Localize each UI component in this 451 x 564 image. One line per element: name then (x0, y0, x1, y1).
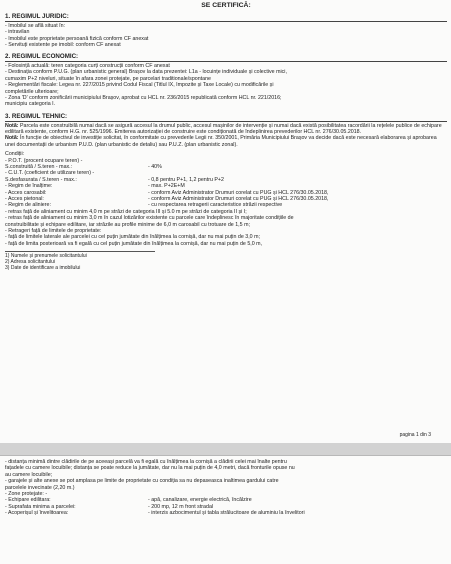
page-2-content (5, 459, 447, 517)
condition-value: - conform Aviz Administrator Drumuri corelat cu PUG și HCL 276/30.05.2018, (148, 189, 329, 196)
text-line: - Imobilul se află situat în: (5, 22, 66, 29)
note-paragraph (5, 135, 447, 148)
section-divider (5, 21, 447, 22)
text-line: cumaxim P+2 niveluri, situate în afara zonei protejate, pe parcelari traditionale/spontane (5, 75, 211, 82)
condition-label: - C.U.T. (coeficient de utilizare teren) - (5, 170, 95, 177)
note-label: Notă: (5, 135, 19, 142)
footnote: 2) Adresa solicitantului (5, 259, 56, 266)
section-3-heading: 3. REGIMUL TEHNIC: (5, 112, 68, 120)
footnote: 3) Date de identificare a imobilului (5, 265, 81, 272)
condition-label: - Suprafata minima a parcelei: (5, 503, 76, 510)
section-divider (5, 61, 447, 62)
conditions-label: Condiții: (5, 151, 25, 158)
text-line: - față de limitele laterale ale parcelei cu cel puțin jumătate din înălțimea la cornișă, dar nu mai puțin de 3,0 m; (5, 234, 260, 241)
text-line: - Imobilul este proprietate persoană fizică conform CF anexat (5, 35, 149, 42)
page-number: pagina 1 din 3 (399, 432, 431, 438)
text-line: - Zone protejate: - (5, 491, 48, 498)
condition-value: - max. P+2E+M (148, 183, 185, 190)
text-line: parcelele invecinate (2,20 m.) (5, 484, 75, 491)
section-1-heading: 1. REGIMUL JURIDIC: (5, 13, 69, 20)
note-text: În funcție de obiectivul de investiție solicitat, în conformitate cu prevederile Legii nr. 350/2001, Primăria Municipiului Brașov va decide dacă este necesară elaborarea și aprobarea unei documentații de urbanism P.U.D. (plan urbanistic de detaliu) sau P.U.Z. (plan urbanistic zonal). (5, 135, 437, 148)
text-line: au camere locuibile; (5, 471, 53, 478)
condition-label: - Acoperișul și învelitoarea: (5, 510, 69, 517)
condition-value: - interzis azbocimentul și tabla strălucitoare de aluminiu la învelitori (148, 510, 305, 517)
text-line: - Zona 'D' conform zonificării municipiului Brașov, aprobat cu HCL nr. 236/2015 republicată conform HCL nr. 221/2016; (5, 95, 282, 102)
text-line: - Folosință actuală: teren categoria curți construcții conform CF anexat (5, 63, 170, 70)
note-paragraph (5, 123, 447, 136)
text-line: - față de limita posterioară va fi egală cu cel puțin jumătate din înălțimea la cornișă, dar nu mai puțin de 5,0 m, (5, 240, 263, 247)
text-line: - retras față de aliniament cu minim 4,0 m pe străzi de categoria III și 5.0 m pe străzi de categoria II și I; (5, 208, 247, 215)
condition-value: - cu respectarea retragerii caracteristice străzii respective (148, 202, 283, 209)
condition-value: - apă, canalizare, energie electrică, încălzire (148, 497, 252, 504)
page-gap (0, 443, 451, 455)
condition-value: - 40% (148, 164, 162, 171)
text-line: - intravilan (5, 29, 30, 36)
condition-label: - Acces pietonal: (5, 196, 44, 203)
footnote-divider (5, 251, 155, 252)
text-line: construibilitate și echipare edilitare, iar străzile au profile minime de 6,0 m carosabil cu trotuare de 1,5 m; (5, 221, 250, 228)
text-line: - Reglementări fiscale: Legea nr. 227/2015 privind Codul Fiscal (Titlul IX, Impozite și Taxe Locale) cu modificările și (5, 82, 274, 89)
condition-label: - Regim de înalțime: (5, 183, 53, 190)
document-page-2 (0, 455, 451, 564)
condition-value: - 0,8 pentru P+1, 1,2 pentru P+2 (148, 176, 224, 183)
condition-value: - 200 mp, 12 m front stradal (148, 503, 214, 510)
section-2-heading: 2. REGIMUL ECONOMIC: (5, 53, 79, 61)
page-1-content (5, 2, 447, 271)
condition-row (5, 510, 447, 516)
text-line: - Servituți existente pe imobil: conform CF anexat (5, 41, 121, 48)
section-divider (5, 121, 447, 122)
text-line: - garajele și alte anexe se pot amplasa pe limite de proprietate cu condiția sa nu depaseasca inaltimea gardului catre (5, 478, 279, 485)
condition-label: - P.O.T. (procent ocupare teren) - (5, 157, 83, 164)
text-line: - Retrageri față de limitele de proprietate: (5, 228, 102, 235)
condition-label: S.desfasurata / S.teren - max.: (5, 176, 77, 183)
text-line: - Destinația conform P.U.G. (plan urbanistic general) Brașov la data prezentei: L1a - locuințe individuale și colective mici, (5, 69, 287, 76)
text-line: fațadele cu camere locuibile; distanța se poate reduce la jumătate, dar nu la mai puțin de 4,0 metri, dacă fronturile opuse nu (5, 465, 295, 472)
note-text: Parcela este construibilă numai dacă se asigură accesul la drumul public, accesul mașinilor de intervenție și numai dacă există posibilitatea racordării la rețelele publice de echipare edilitară existente, conform H.G. nr. 525/1996. Emiterea autorizației de construire este condiționată de îndeplinirea prevederilor HCL nr. 276/30.05.2018. (5, 122, 442, 135)
note-label: Notă: (5, 122, 19, 129)
condition-label: S.construită / S.teren - max.: (5, 164, 73, 171)
condition-row (5, 202, 447, 208)
text-line: - retras față de aliniament cu minim 3,0 m în cazul lotizărilor existente cu parcele care îndeplinesc în majoritate condițiile de (5, 215, 294, 222)
text-line: municipiu categoria I. (5, 101, 56, 108)
condition-label: - Echipare edilitara: (5, 497, 51, 504)
text-line: - distanța minimă dintre clădirile de pe aceeași parcelă va fi egală cu înălțimea la cornișă a clădirii celei mai înalte pentru (5, 459, 287, 465)
document-title: SE CERTIFICĂ: (201, 2, 251, 9)
condition-label: - Regim de aliniere: (5, 202, 51, 209)
text-line: completările ulterioare; (5, 88, 59, 95)
footnote: 1) Numele și prenumele solicitantului (5, 253, 87, 260)
condition-label: - Acces carosabil: (5, 189, 47, 196)
condition-value: - conform Aviz Administrator Drumuri corelat cu PUG și HCL 276/30.05.2018, (148, 196, 329, 203)
